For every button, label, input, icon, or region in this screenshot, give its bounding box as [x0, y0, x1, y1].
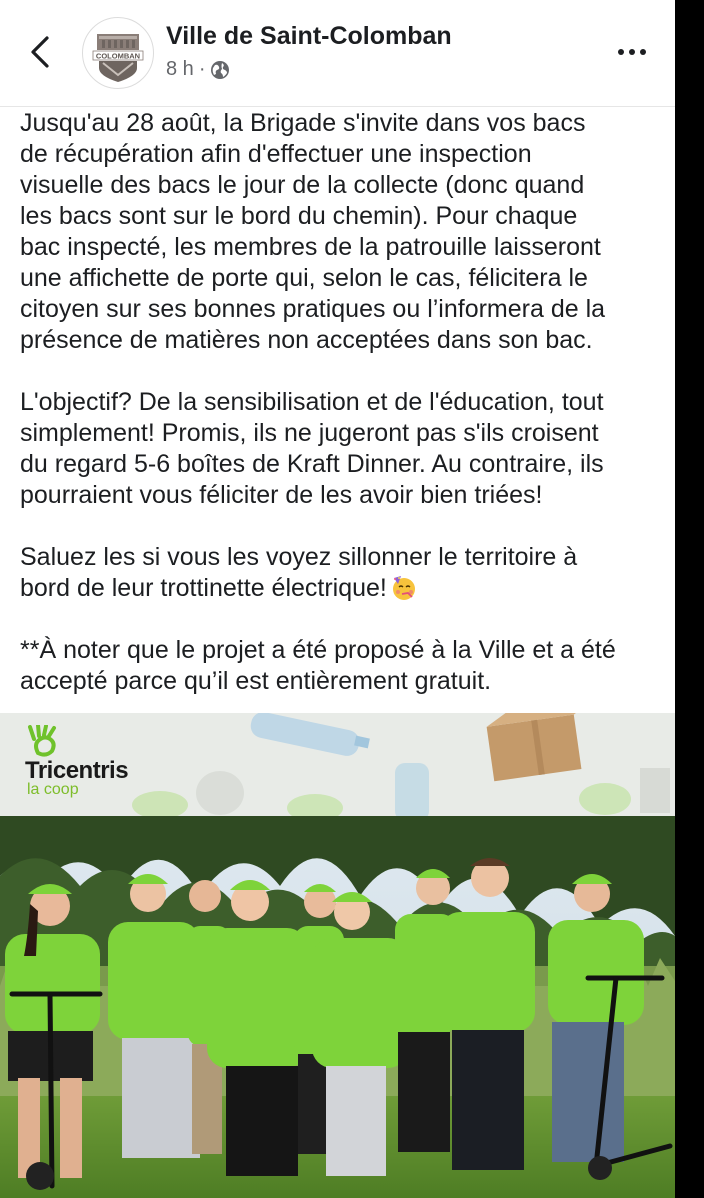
- post-time[interactable]: 8 h: [166, 58, 194, 80]
- post-header: [0, 0, 675, 107]
- post-paragraph-2: L'objectif? De la sensibilisation et de l'éducation, tout simplement! Promis, ils ne jugeront pas s'ils croisent du regard 5-6 boîtes de Kraft Dinner. Au contraire, ils pourraient vous féliciter de les avoir bien triées!: [20, 388, 604, 509]
- post-meta: [166, 58, 230, 81]
- city-logo-icon: [83, 18, 153, 88]
- post-text: [20, 108, 665, 728]
- post-image[interactable]: [0, 713, 675, 1198]
- back-button[interactable]: [22, 30, 58, 74]
- image-banner: [0, 713, 675, 816]
- chevron-left-icon: [29, 35, 51, 69]
- globe-icon: [210, 60, 230, 80]
- team-photo: [0, 816, 675, 1198]
- svg-text:COLOMBAN: COLOMBAN: [95, 51, 141, 61]
- page-name[interactable]: Ville de Saint-Colomban: [166, 22, 452, 50]
- post-paragraph-1: Jusqu'au 28 août, la Brigade s'invite dans vos bacs de récupération afin d'effectuer une inspection visuelle des bacs le jour de la collecte (donc quand les bacs sont sur le bord du chemin). Pour chaque bac inspecté, les membres de la patrouille laisseront une affichette de porte qui, selon le cas, félicitera le citoyen sur ses bonnes pratiques ou l’informera de la présence de matières non acceptées dans son bac.: [20, 109, 606, 354]
- tricentris-logo-icon: [24, 725, 64, 759]
- post-paragraph-3-text: Saluez les si vous les voyez sillonner le territoire à bord de leur trottinette électrique!: [20, 543, 578, 602]
- more-dot: [629, 49, 635, 55]
- more-dot: [640, 49, 646, 55]
- brand-name: Tricentris: [25, 757, 129, 784]
- screen-edge: [675, 0, 704, 1198]
- more-horizontal-icon: [618, 49, 624, 55]
- brand-subtitle: la coop: [27, 781, 79, 798]
- more-options-button[interactable]: [612, 38, 652, 66]
- page-avatar[interactable]: [82, 17, 154, 89]
- meta-separator: ·: [198, 58, 206, 80]
- partying-face-emoji-icon: [391, 575, 417, 601]
- post-paragraph-3: [20, 542, 665, 604]
- post-paragraph-4: **À noter que le projet a été proposé à la Ville et a été accepté parce qu’il est entièrement gratuit.: [20, 636, 616, 695]
